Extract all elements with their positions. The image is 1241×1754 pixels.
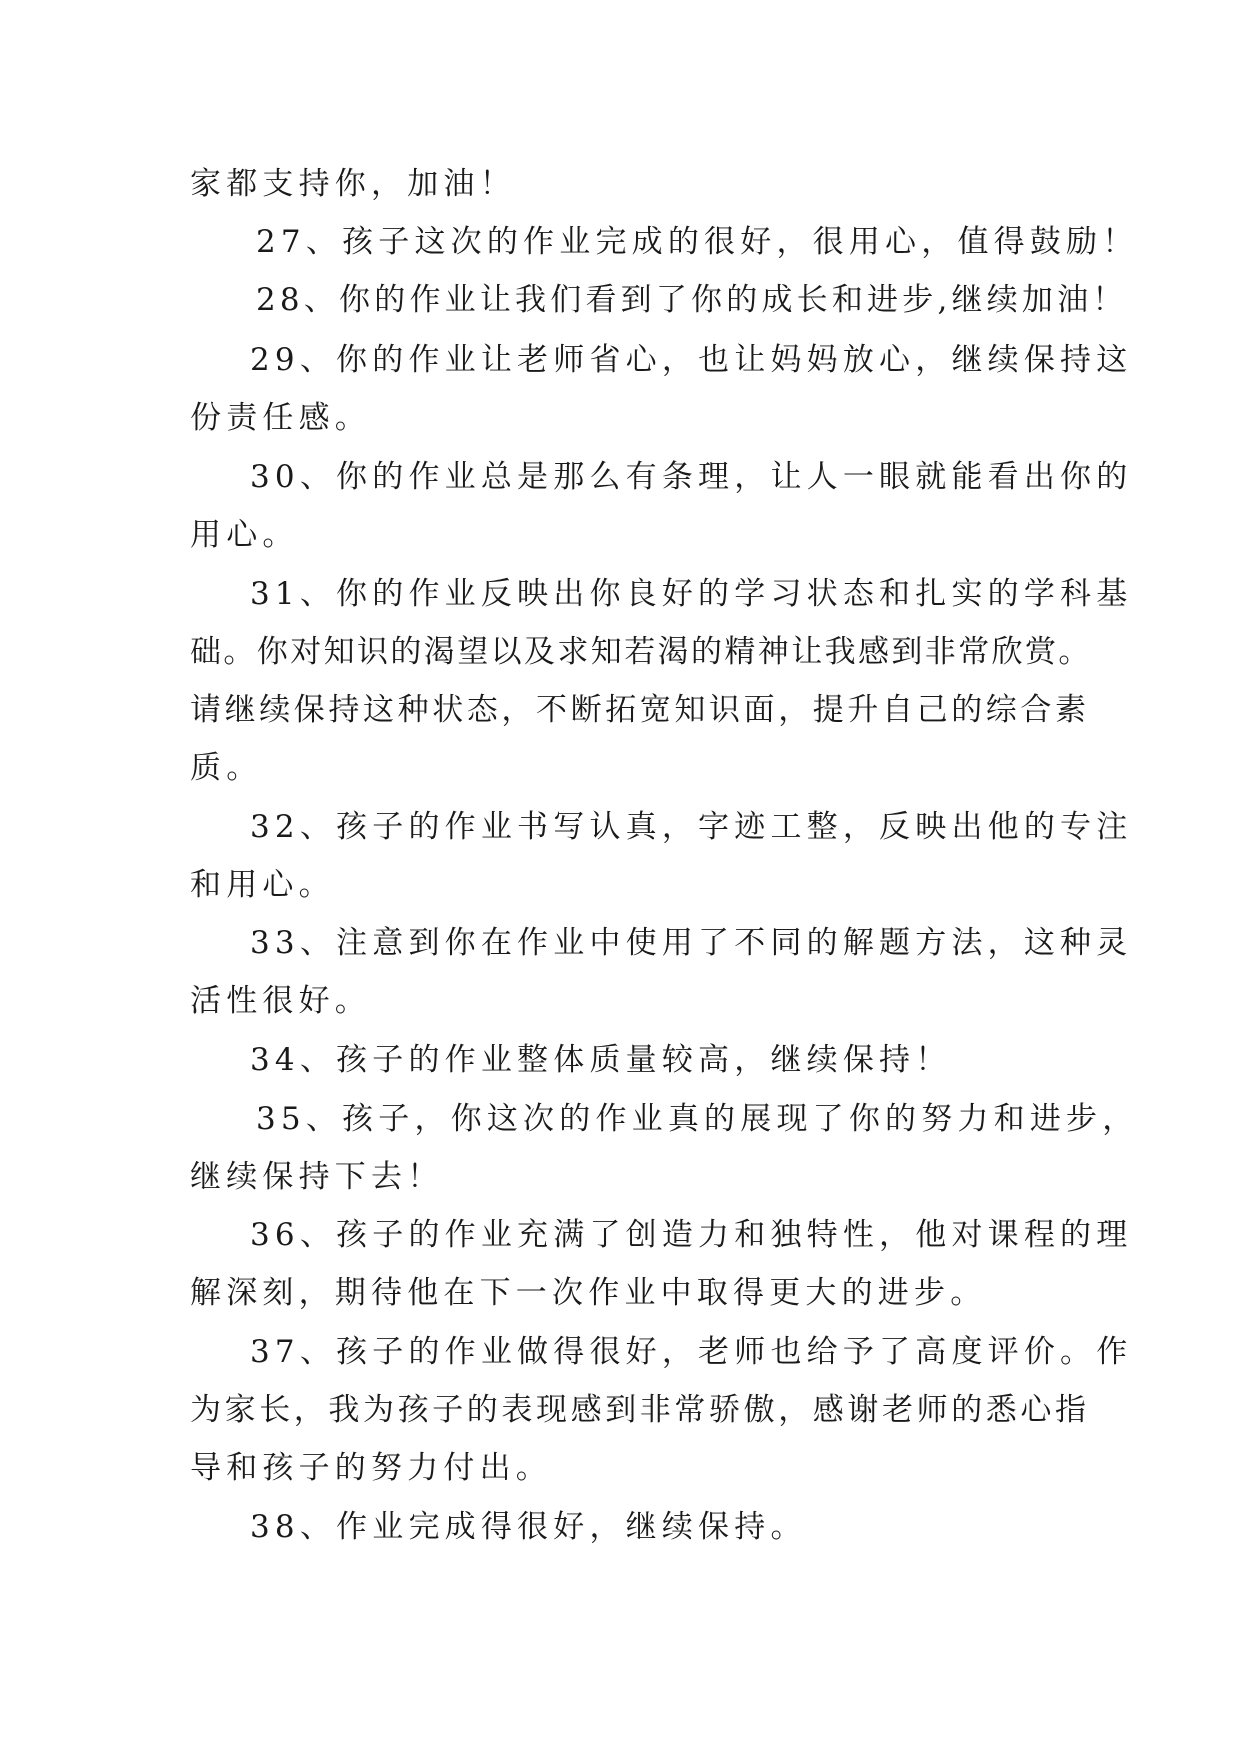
text-line: 28、你的作业让我们看到了你的成长和进步,继续加油！	[256, 282, 1128, 318]
text-line: 36、孩子的作业充满了创造力和独特性，他对课程的理	[250, 1217, 1133, 1253]
text-line: 础。你对知识的渴望以及求知若渴的精神让我感到非常欣赏。	[190, 634, 1092, 670]
text-line: 导和孩子的努力付出。	[190, 1450, 552, 1486]
text-line: 继续保持下去！	[190, 1159, 444, 1195]
text-line: 31、你的作业反映出你良好的学习状态和扎实的学科基	[250, 576, 1133, 612]
text-line: 用心。	[190, 517, 299, 553]
text-line: 32、孩子的作业书写认真，字迹工整，反映出他的专注	[250, 809, 1133, 845]
text-line: 活性很好。	[190, 983, 371, 1019]
text-line: 质。	[190, 750, 263, 786]
text-line: 38、作业完成得很好，继续保持。	[250, 1509, 807, 1545]
text-line: 家都支持你，加油！	[190, 166, 516, 202]
text-line: 为家长，我为孩子的表现感到非常骄傲，感谢老师的悉心指	[190, 1392, 1090, 1428]
text-line: 解深刻，期待他在下一次作业中取得更大的进步。	[190, 1275, 987, 1311]
text-line: 33、注意到你在作业中使用了不同的解题方法，这种灵	[250, 925, 1133, 961]
text-line: 35、孩子，你这次的作业真的展现了你的努力和进步，	[256, 1101, 1139, 1137]
text-line: 29、你的作业让老师省心，也让妈妈放心，继续保持这	[250, 342, 1133, 378]
text-line: 30、你的作业总是那么有条理，让人一眼就能看出你的	[250, 459, 1133, 495]
text-line: 37、孩子的作业做得很好，老师也给予了高度评价。作	[250, 1334, 1133, 1370]
text-line: 27、孩子这次的作业完成的很好，很用心，值得鼓励！	[256, 224, 1139, 260]
text-line: 和用心。	[190, 867, 335, 903]
text-line: 请继续保持这种状态，不断拓宽知识面，提升自己的综合素	[190, 692, 1090, 728]
text-line: 份责任感。	[190, 400, 371, 436]
text-line: 34、孩子的作业整体质量较高，继续保持！	[250, 1042, 952, 1078]
